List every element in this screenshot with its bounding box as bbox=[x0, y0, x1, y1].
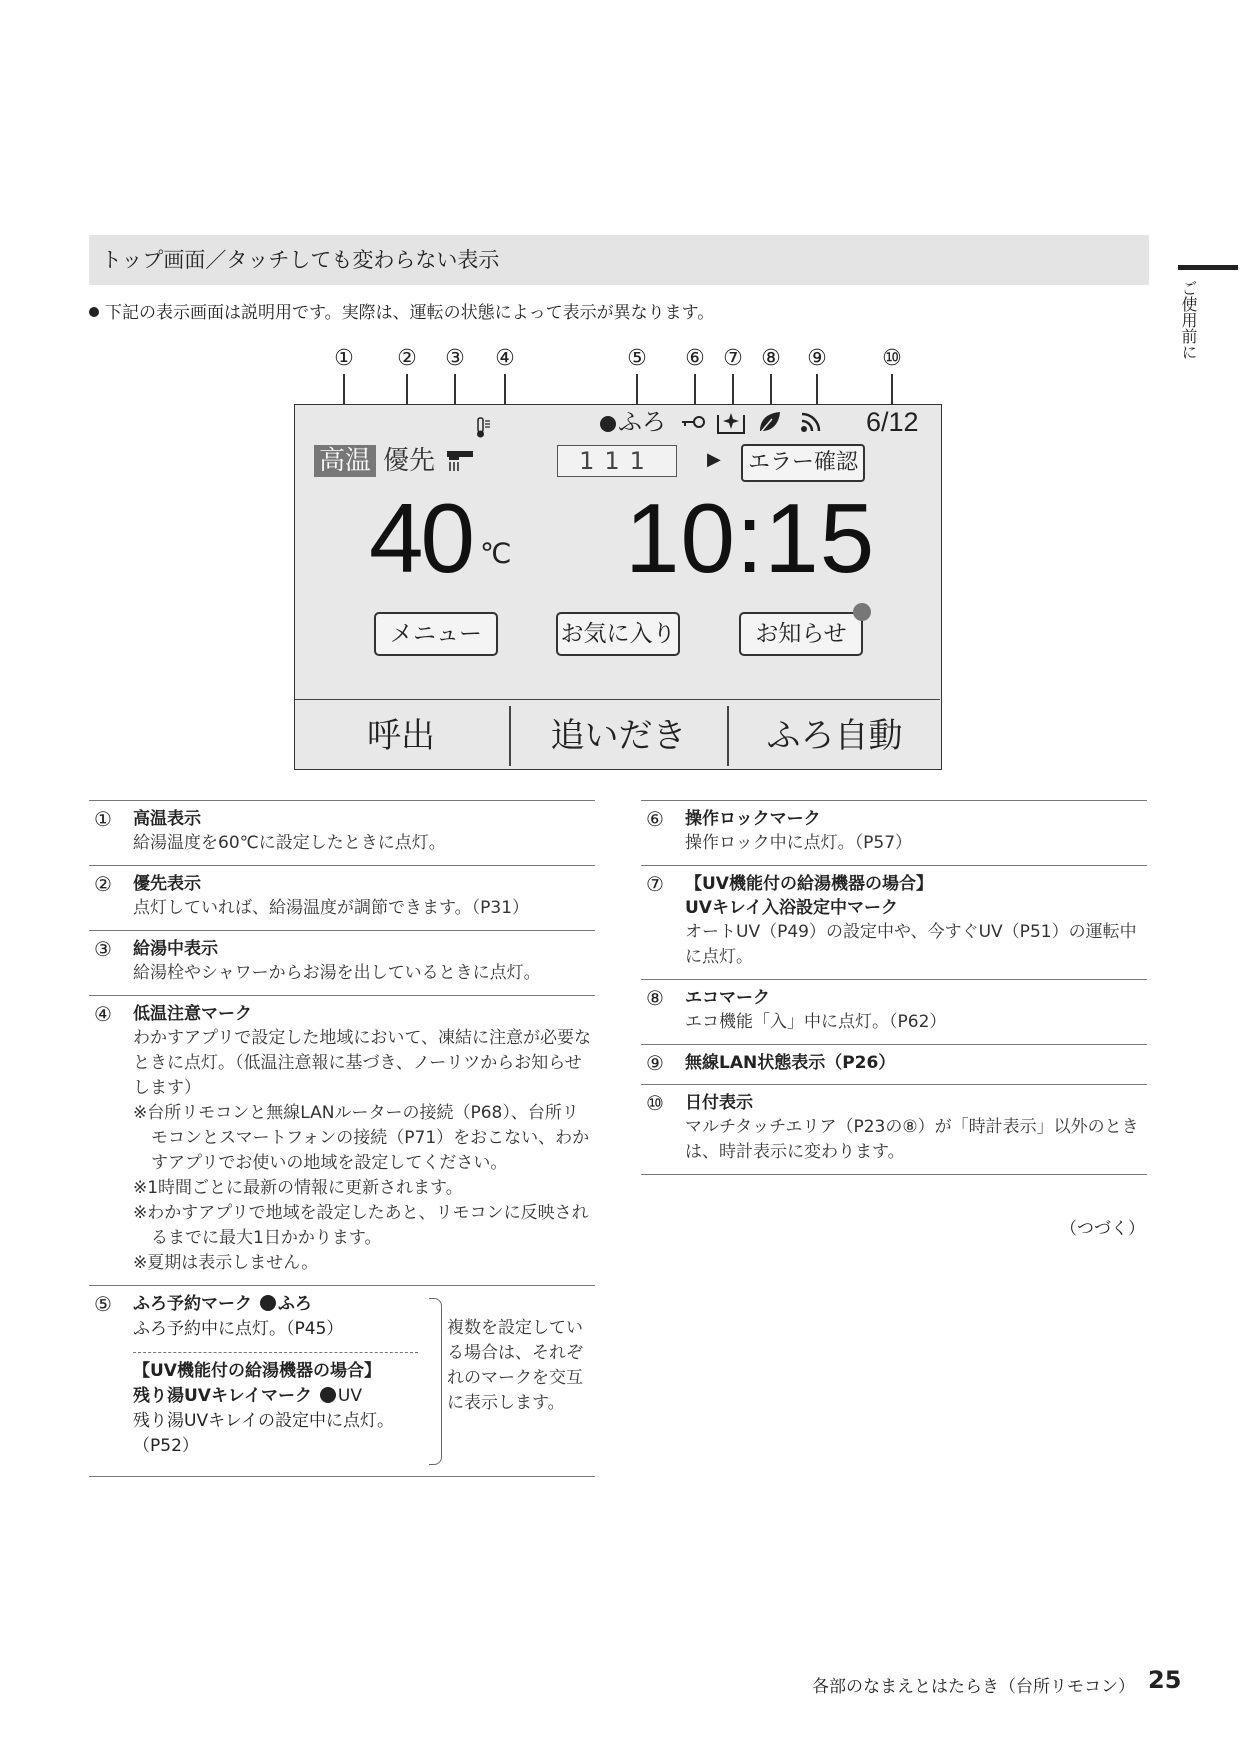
menu-button[interactable]: メニュー bbox=[374, 612, 498, 656]
item5-main: ふろ予約マーク ふろ ふろ予約中に点灯。（P45） 【UV機能付の給湯機器の場合】 残り湯UVキレイマーク UV 残り湯UVキレイの設定中に点灯。（P52） bbox=[133, 1292, 423, 1459]
favorites-button[interactable]: お気に入り bbox=[556, 612, 680, 656]
leader-line-10 bbox=[891, 374, 893, 406]
low-temp-warning-icon bbox=[476, 417, 492, 443]
list-item: ③ 給湯中表示 給湯栓やシャワーからお湯を出しているときに点灯。 bbox=[89, 930, 595, 995]
date-display: 6/12 bbox=[866, 407, 919, 437]
side-tab-bar bbox=[1178, 265, 1238, 270]
list-item: ④ 低温注意マーク わかすアプリで設定した地域において、凍結に注意が必要なときに点灯。（低温注意報に基づき、ノーリツからお知らせします） ※台所リモコンと無線LANルーターの接続（P68）、台所リモコンとスマートフォンの接続（P71）をおこない、わかすアプリでお使いの地域を設定してください。 ※1時間ごとに最新の情報に更新されます。 ※わかすアプリで地域を設定したあと、リモコンに反映されるまでに最大1日かかります。 ※夏期は表示しません。 bbox=[89, 995, 595, 1285]
callout-3: ③ bbox=[445, 346, 465, 371]
dashed-divider bbox=[133, 1352, 418, 1353]
uv-bath-icon bbox=[716, 409, 746, 439]
continued-label: （つづく） bbox=[1060, 1219, 1145, 1239]
bottom-button-bar bbox=[295, 699, 940, 772]
list-item: ② 優先表示 点灯していれば、給湯温度が調節できます。（P31） bbox=[89, 865, 595, 930]
callout-10: ⑩ bbox=[882, 346, 902, 371]
explanation-note bbox=[89, 298, 714, 323]
callout-1: ① bbox=[334, 346, 354, 371]
clock-icon bbox=[260, 1295, 276, 1311]
list-item: ⑧ エコマーク エコ機能「入」中に点灯。（P62） bbox=[641, 979, 1147, 1044]
callout-5: ⑤ bbox=[627, 346, 647, 371]
right-description-list bbox=[641, 800, 1147, 1175]
callout-6: ⑥ bbox=[685, 346, 705, 371]
page-number: 25 bbox=[1148, 1666, 1182, 1694]
callout-4: ④ bbox=[495, 346, 515, 371]
item5-side-note: 複数を設定している場合は、それぞれのマークを交互に表示します。 bbox=[447, 1318, 583, 1413]
auto-bath-button[interactable]: ふろ自動 bbox=[766, 716, 903, 756]
leader-line-8 bbox=[770, 374, 772, 406]
notice-badge-icon bbox=[853, 603, 871, 621]
bracket-mark bbox=[429, 1298, 442, 1465]
list-item: ⑦ 【UV機能付の給湯機器の場合】 UVキレイ入浴設定中マーク オートUV（P49）の設定中や、今すぐUV（P51）の運転中に点灯。 bbox=[641, 865, 1147, 979]
callout-2: ② bbox=[397, 346, 417, 371]
operation-lock-icon bbox=[680, 411, 706, 437]
wireless-lan-icon bbox=[800, 411, 824, 437]
leader-line-9 bbox=[816, 374, 818, 406]
list-item: ⑨ 無線LAN状態表示（P26） bbox=[641, 1044, 1147, 1084]
priority-indicator: 優先 bbox=[383, 446, 436, 476]
list-item: ⑩ 日付表示 マルチタッチエリア（P23の⑧）が「時計表示」以外のときは、時計表示に変わります。 bbox=[641, 1084, 1147, 1175]
callout-9: ⑨ bbox=[807, 346, 827, 371]
section-header: トップ画面／タッチしても変わらない表示 bbox=[89, 235, 1149, 285]
clock-icon bbox=[320, 1387, 336, 1403]
notice-button[interactable]: お知らせ bbox=[739, 612, 863, 656]
eco-leaf-icon bbox=[756, 409, 782, 439]
list-item: ⑥ 操作ロックマーク 操作ロック中に点灯。（P57） bbox=[641, 800, 1147, 865]
hot-water-running-icon bbox=[447, 449, 475, 475]
high-temp-indicator: 高温 bbox=[314, 445, 376, 477]
call-button[interactable]: 呼出 bbox=[367, 716, 435, 756]
footer-chapter: 各部のなまえとはたらき（台所リモコン） bbox=[812, 1677, 1135, 1697]
time-display: 10:15 bbox=[625, 483, 876, 593]
bath-reservation-mark: ふろ bbox=[598, 407, 666, 437]
left-description-list bbox=[89, 800, 595, 1477]
remote-screen bbox=[294, 404, 942, 770]
list-item-5: ⑤ ふろ予約マーク ふろ ふろ予約中に点灯。（P45） 【UV機能付の給湯機器の場合】 残り湯UVキレイマーク UV 残り湯UVキレイの設定中に点灯。（P52） 複数を設定している場合は、それぞれのマークを交互に表示します。 bbox=[89, 1285, 595, 1477]
error-check-button[interactable]: エラー確認 bbox=[741, 444, 865, 482]
clock-icon bbox=[600, 416, 616, 432]
list-item: ① 高温表示 給湯温度を60℃に設定したときに点灯。 bbox=[89, 800, 595, 865]
play-arrow-icon: ▶ bbox=[707, 449, 721, 470]
leader-line-5 bbox=[636, 374, 638, 404]
temperature-unit: ℃ bbox=[480, 537, 512, 570]
side-tab-label: ご使用前に bbox=[1179, 280, 1198, 360]
temperature-display: 40 bbox=[369, 483, 473, 593]
leader-line-7 bbox=[732, 374, 734, 406]
callout-7: ⑦ bbox=[723, 346, 743, 371]
callout-8: ⑧ bbox=[761, 346, 781, 371]
note-text: 下記の表示画面は説明用です。実際は、運転の状態によって表示が異なります。 bbox=[105, 303, 715, 323]
bullet-icon bbox=[89, 307, 99, 317]
reheat-button[interactable]: 追いだき bbox=[550, 716, 687, 756]
counter-display: 111 bbox=[557, 445, 677, 477]
